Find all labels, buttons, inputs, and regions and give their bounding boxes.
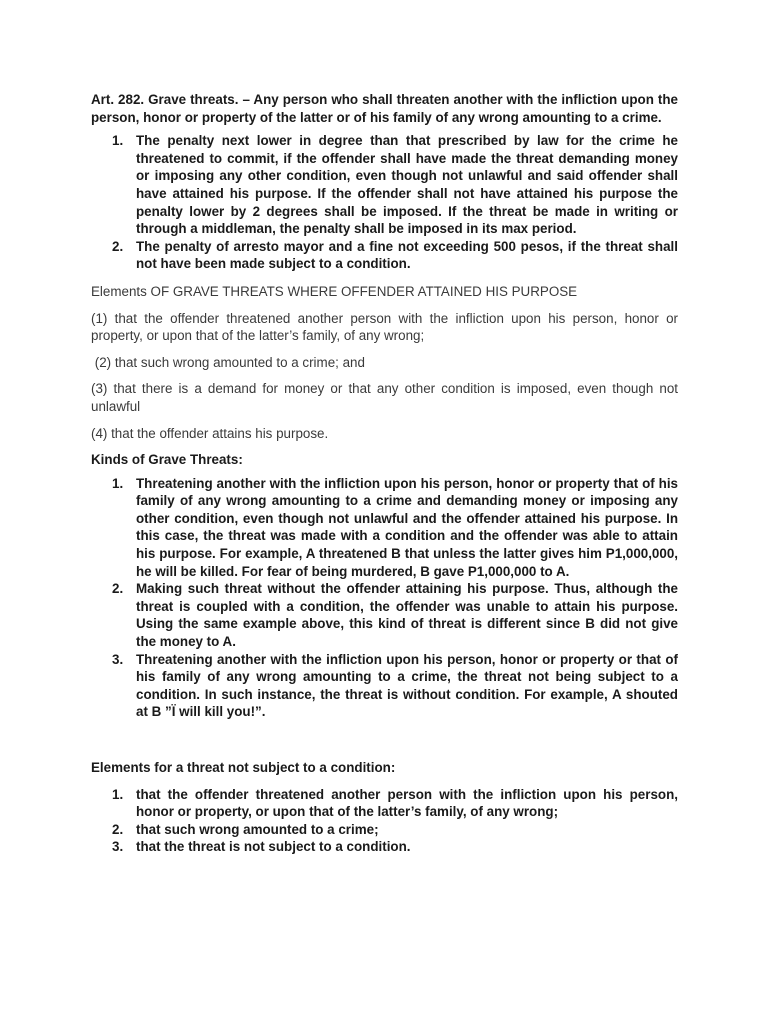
list-item-text: Threatening another with the infliction upon his person, honor or property that of his family of any wrong amounting to a crime and demanding money or imposing any other condition, even though not unlawful and the offender attained his purpose. In this case, the threat was made with a condition and the offender was able to attain his purpose. For example, A threatened B that unless the latter gives him P1,000,000, he will be killed. For fear of being murdered, B gave P1,000,000 to A.: [136, 475, 678, 579]
list-number: 2.: [112, 821, 124, 837]
list-item-text: Making such threat without the offender attaining his purpose. Thus, although the threat is coupled with a condition, the offender was unable to attain his purpose. Using the same example above, this kind of threat is different since B did not give the money to A.: [136, 581, 678, 650]
list-item-text: that such wrong amounted to a crime;: [136, 821, 379, 837]
element-paragraph: (3) that there is a demand for money or that any other condition is imposed, even though not unlawful: [91, 381, 678, 414]
list-number: 3.: [112, 839, 124, 855]
list-number: 2.: [112, 238, 124, 254]
penalty-list: [91, 132, 678, 273]
list-number: 1.: [112, 786, 124, 802]
list-item: [91, 786, 678, 821]
list-item-text: The penalty next lower in degree than that prescribed by law for the crime he threatened to commit, if the offender shall have made the threat demanding money or imposing any other condition, even though not unlawful and said offender shall have attained his purpose. If the offender shall not have attained his purpose the penalty lower by 2 degrees shall be imposed. If the threat be made in writing or through a middleman, the penalty shall be imposed in its max period.: [136, 133, 678, 237]
list-item: [91, 238, 678, 273]
element-paragraph: (4) that the offender attains his purpose.: [91, 425, 329, 441]
list-number: 3.: [112, 651, 124, 667]
list-number: 2.: [112, 581, 124, 597]
list-item: [91, 821, 678, 839]
list-item-text: that the threat is not subject to a condition.: [136, 839, 411, 855]
element-paragraph: (1) that the offender threatened another person with the infliction upon his person, honor or property, or upon that of the latter’s family, of any wrong;: [91, 310, 678, 344]
list-number: 1.: [112, 475, 124, 491]
list-item: [91, 651, 678, 721]
element-paragraph: (2) that such wrong amounted to a crime; and: [91, 354, 365, 370]
elements-heading: Elements OF GRAVE THREATS WHERE OFFENDER ATTAINED HIS PURPOSE: [91, 283, 578, 299]
list-item-text: The penalty of arresto mayor and a fine not exceeding 500 pesos, if the threat shall not have been made subject to a condition.: [136, 238, 678, 272]
kinds-list: [91, 475, 678, 721]
list-number: 1.: [112, 133, 124, 149]
list-item-text: Threatening another with the infliction upon his person, honor or property or that of his family of any wrong amounting to a crime, the threat not being subject to a condition. In such instance, the threat is without condition. For example, A shouted at B ”Ï will kill you!”.: [136, 651, 678, 720]
article-intro: Art. 282. Grave threats. – Any person who shall threaten another with the infliction upon the person, honor or property of the latter or of his family of any wrong amounting to a crime.: [91, 92, 678, 125]
list-item: [91, 132, 678, 238]
list-item: [91, 838, 678, 856]
unconditional-list: [91, 786, 678, 856]
document-body: [91, 91, 678, 856]
list-item-text: that the offender threatened another person with the infliction upon his person, honor or property, or upon that of the latter’s family, of any wrong;: [136, 786, 678, 820]
list-item: [91, 580, 678, 650]
kinds-heading: Kinds of Grave Threats:: [91, 452, 243, 468]
list-item: [91, 475, 678, 581]
unconditional-heading: Elements for a threat not subject to a condition:: [91, 760, 396, 775]
